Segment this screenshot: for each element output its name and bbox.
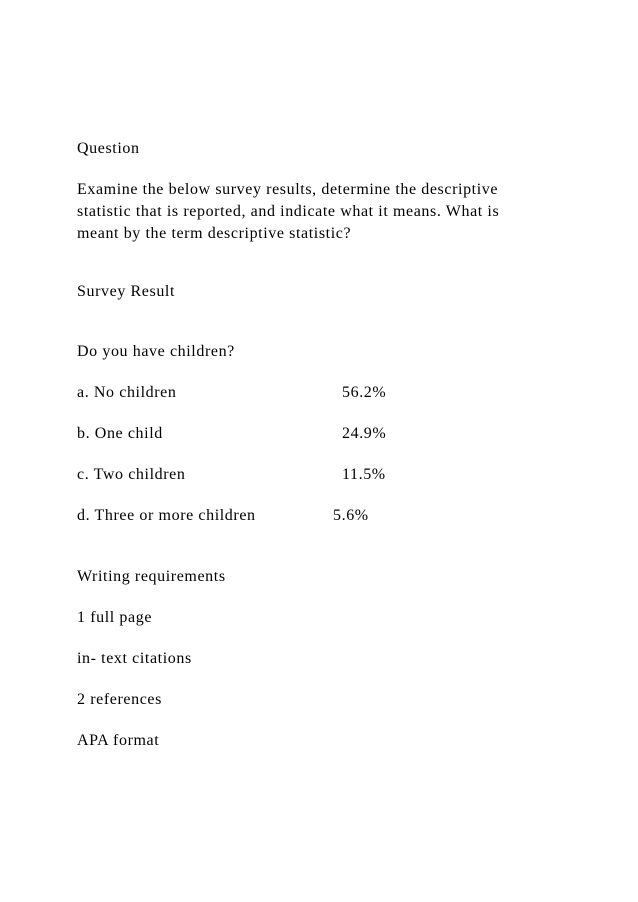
option-label: a. No children xyxy=(77,384,177,401)
requirement-item: 1 full page xyxy=(77,609,153,626)
requirements-heading: Writing requirements xyxy=(77,568,226,585)
option-label: d. Three or more children xyxy=(77,507,256,524)
option-value: 24.9% xyxy=(342,425,387,442)
survey-title: Survey Result xyxy=(77,283,176,300)
option-value: 11.5% xyxy=(342,466,386,483)
prompt-line: Examine the below survey results, determine the descriptive xyxy=(77,181,499,198)
option-label: c. Two children xyxy=(77,466,186,483)
requirement-item: APA format xyxy=(77,732,160,749)
question-prompt xyxy=(77,179,577,245)
option-value: 5.6% xyxy=(333,507,369,524)
survey-question: Do you have children? xyxy=(77,343,235,360)
option-label: b. One child xyxy=(77,425,163,442)
question-heading: Question xyxy=(77,140,140,157)
requirement-item: 2 references xyxy=(77,691,162,708)
requirement-item: in- text citations xyxy=(77,650,192,667)
option-value: 56.2% xyxy=(342,384,387,401)
prompt-line: meant by the term descriptive statistic? xyxy=(77,225,352,242)
prompt-line: statistic that is reported, and indicate what it means. What is xyxy=(77,203,500,220)
